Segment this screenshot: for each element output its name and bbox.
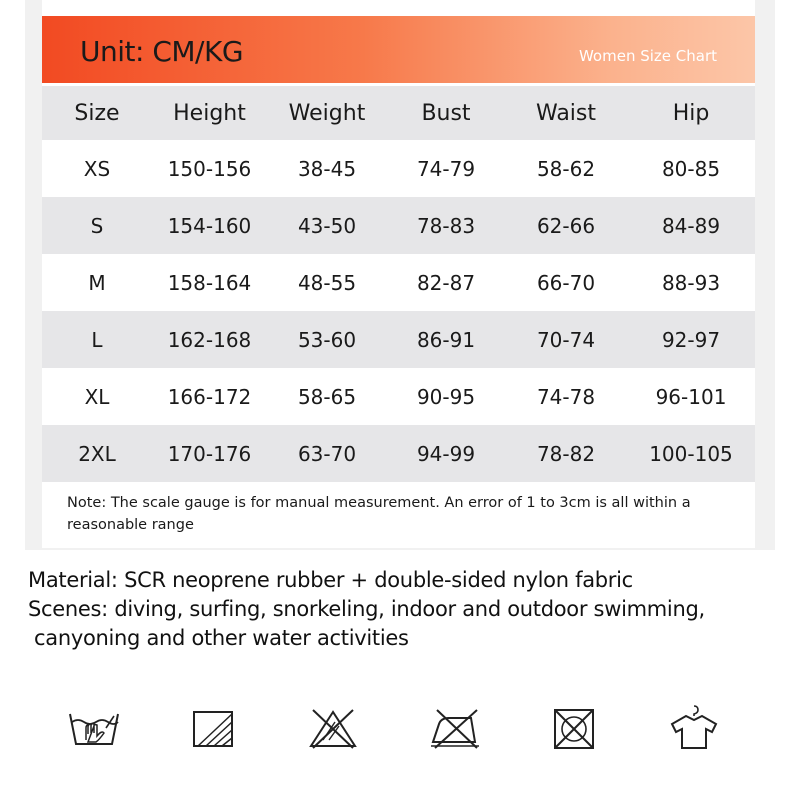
table-row [42,425,755,482]
cell-bust: 86-91 [416,327,476,352]
cell-height: 166-172 [167,384,252,409]
cell-bust: 94-99 [416,441,476,466]
cell-bust: 78-83 [416,213,476,238]
header-bust: Bust [421,100,471,126]
cell-height: 162-168 [167,327,252,352]
cell-hip: 92-97 [661,327,721,352]
cell-weight: 58-65 [297,384,357,409]
cell-height: 150-156 [167,156,252,181]
material-text: Material: SCR neoprene rubber + double-sided nylon fabric [28,568,633,592]
cell-weight: 63-70 [297,441,357,466]
cell-waist: 58-62 [536,156,596,181]
header-hip: Hip [672,100,710,126]
cell-hip: 96-101 [655,384,727,409]
hand-wash-icon [66,700,122,756]
chart-title: Women Size Chart [578,47,717,65]
cell-height: 170-176 [167,441,252,466]
product-description [28,566,788,653]
header-height: Height [173,100,246,126]
cell-hip: 80-85 [661,156,721,181]
cell-waist: 66-70 [536,270,596,295]
hang-dry-shirt-icon [666,700,722,756]
scenes-text-line1: Scenes: diving, surfing, snorkeling, indoor and outdoor swimming, [28,597,705,621]
cell-size: L [91,327,103,352]
size-chart-banner [42,16,755,83]
cell-hip: 100-105 [649,441,733,466]
cell-waist: 70-74 [536,327,596,352]
cell-weight: 48-55 [297,270,357,295]
do-not-iron-icon [427,700,483,756]
header-size: Size [74,100,120,126]
table-row [42,368,755,425]
header-weight: Weight [288,100,366,126]
cell-size: XL [84,384,110,409]
cell-weight: 43-50 [297,213,357,238]
cell-bust: 74-79 [416,156,476,181]
cell-bust: 82-87 [416,270,476,295]
cell-waist: 62-66 [536,213,596,238]
cell-size: M [88,270,106,295]
cell-hip: 88-93 [661,270,721,295]
table-row [42,197,755,254]
table-row [42,311,755,368]
cell-waist: 78-82 [536,441,596,466]
cell-height: 154-160 [167,213,252,238]
do-not-bleach-icon [305,700,361,756]
scenes-text-line2: canyoning and other water activities [34,626,409,650]
do-not-tumble-dry-icon [549,700,605,756]
cell-bust: 90-95 [416,384,476,409]
care-icons-row [0,700,800,760]
table-row [42,254,755,311]
cell-height: 158-164 [167,270,252,295]
drip-dry-icon [188,700,244,756]
unit-label: Unit: CM/KG [80,35,244,68]
cell-weight: 53-60 [297,327,357,352]
cell-size: S [90,213,104,238]
cell-weight: 38-45 [297,156,357,181]
cell-waist: 74-78 [536,384,596,409]
cell-size: 2XL [78,441,116,466]
cell-hip: 84-89 [661,213,721,238]
size-table [42,86,755,482]
header-waist: Waist [535,100,597,126]
table-row [42,140,755,197]
table-header-row [42,86,755,140]
cell-size: XS [83,156,111,181]
measurement-note: Note: The scale gauge is for manual measurement. An error of 1 to 3cm is all within a reasonable range [67,495,691,533]
